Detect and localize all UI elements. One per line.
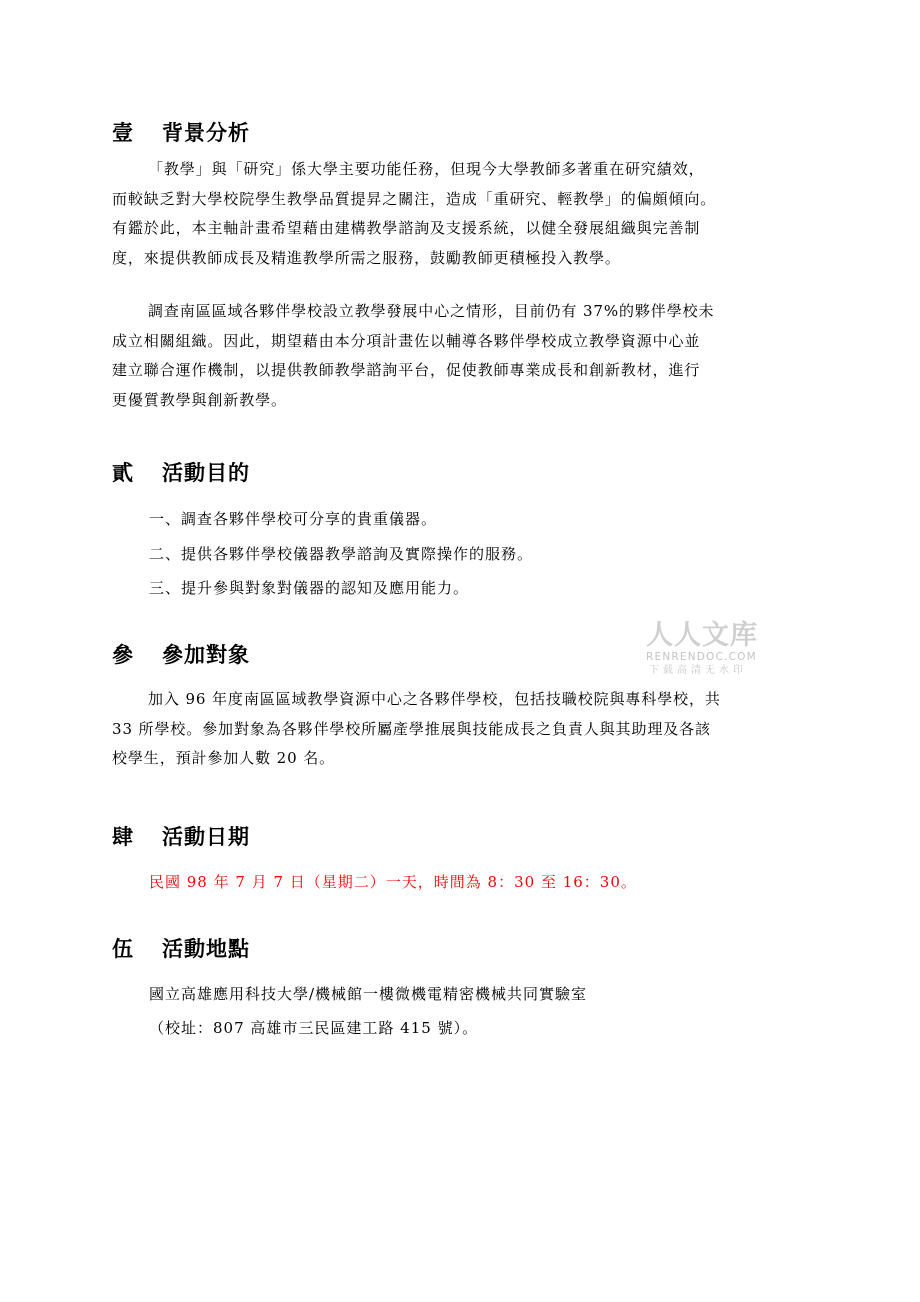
section-number: 壹 bbox=[112, 120, 134, 145]
section-heading-background bbox=[112, 119, 250, 147]
section-number: 肆 bbox=[112, 824, 134, 849]
paragraph-line: 調查南區區域各夥伴學校設立教學發展中心之情形，目前仍有 37%的夥伴學校未 bbox=[148, 302, 715, 320]
paragraph-line: 成立相關組織。因此，期望藉由本分項計畫佐以輔導各夥伴學校成立教學資源中心並 bbox=[112, 331, 701, 350]
section-title: 活動日期 bbox=[162, 824, 250, 849]
section-heading-location bbox=[112, 935, 250, 963]
watermark-main: 人人文库 bbox=[646, 620, 758, 651]
section-number: 伍 bbox=[112, 936, 134, 961]
section-title: 活動地點 bbox=[162, 936, 250, 961]
section-heading-participants bbox=[112, 641, 250, 669]
objectives-list bbox=[149, 502, 533, 606]
watermark-domain: RENRENDOC.COM bbox=[646, 651, 757, 663]
paragraph-participants bbox=[112, 685, 812, 774]
list-item: 三、提升參與對象對儀器的認知及應用能力。 bbox=[149, 579, 470, 597]
paragraph-line: 「教學」與「研究」係大學主要功能任務，但現今大學教師多著重在研究績效， bbox=[148, 160, 705, 178]
address-text: （校址：807 高雄市三民區建工路 415 號）。 bbox=[149, 1019, 479, 1037]
paragraph-line: 有鑑於此，本主軸計畫希望藉由建構教學諮詢及支援系統，以健全發展組織與完善制 bbox=[112, 219, 701, 237]
paragraph-background-1 bbox=[112, 155, 812, 273]
section-heading-date bbox=[112, 823, 250, 851]
paragraph-line: 33 所學校。參加對象為各夥伴學校所屬產學推展與技能成長之負責人與其助理及各該 bbox=[112, 719, 711, 738]
location-text: 國立高雄應用科技大學/機械館一樓微機電精密機械共同實驗室 bbox=[149, 985, 588, 1003]
section-number: 參 bbox=[112, 642, 134, 667]
list-item: 二、提供各夥伴學校儀器教學諮詢及實際操作的服務。 bbox=[149, 544, 534, 563]
paragraph-line: 建立聯合運作機制，以提供教師教學諮詢平台，促使教師專業成長和創新教材，進行 bbox=[112, 361, 701, 379]
paragraph-line: 加入 96 年度南區區域教學資源中心之各夥伴學校，包括技職校院與專科學校，共 bbox=[148, 690, 721, 708]
watermark-logo bbox=[646, 621, 776, 678]
section-heading-objectives bbox=[112, 459, 250, 487]
watermark-tagline: 下载高清无水印 bbox=[649, 665, 747, 676]
section-title: 背景分析 bbox=[162, 120, 250, 145]
section-title: 參加對象 bbox=[162, 642, 250, 667]
event-date-text: 民國 98 年 7 月 7 日（星期二）一天，時間為 8：30 至 16：30。 bbox=[149, 873, 637, 891]
section-number: 貳 bbox=[112, 460, 134, 485]
section-title: 活動目的 bbox=[162, 460, 250, 485]
paragraph-background-2 bbox=[112, 297, 812, 415]
paragraph-line: 度，來提供教師成長及精進教學所需之服務，鼓勵教師更積極投入教學。 bbox=[112, 248, 621, 267]
list-item: 一、調查各夥伴學校可分享的貴重儀器。 bbox=[149, 510, 438, 528]
paragraph-line: 而較缺乏對大學校院學生教學品質提昇之關注，造成「重研究、輕教學」的偏頗傾向。 bbox=[112, 189, 717, 208]
paragraph-line: 校學生，預計參加人數 20 名。 bbox=[112, 749, 336, 767]
paragraph-line: 更優質教學與創新教學。 bbox=[112, 390, 287, 409]
